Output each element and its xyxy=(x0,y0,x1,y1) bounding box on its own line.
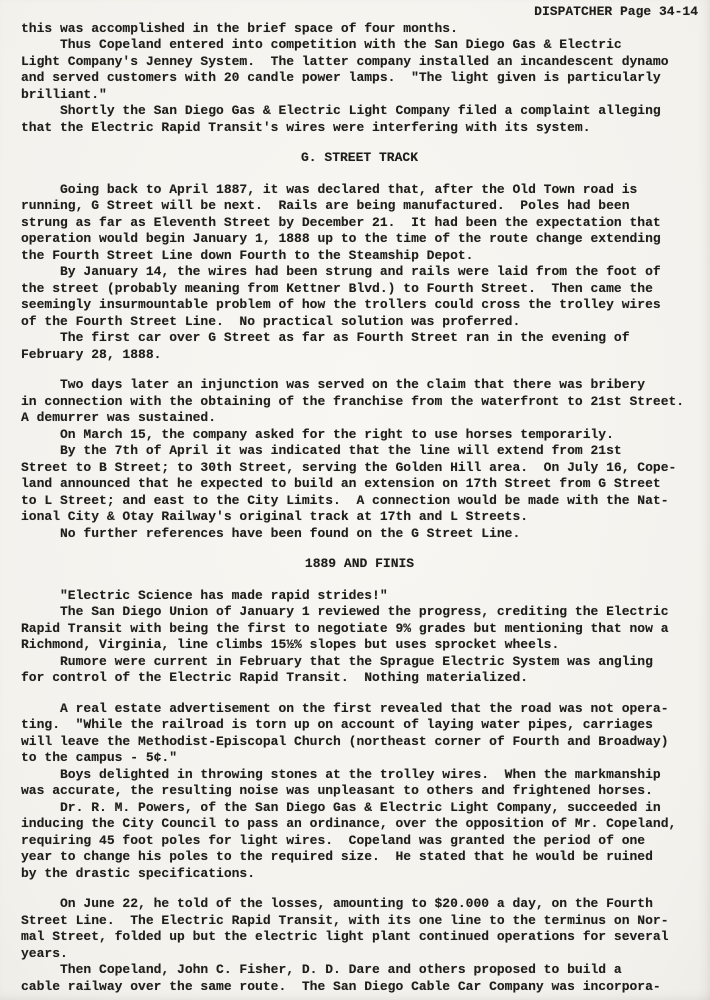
text-line: Street to B Street; to 30th Street, serving the Golden Hill area. On July 16, Cope- xyxy=(21,459,677,475)
text-line: Rapid Transit with being the first to negotiate 9% grades but mentioning that now a xyxy=(21,620,669,636)
text-line: in connection with the obtaining of the franchise from the waterfront to 21st Street. xyxy=(21,393,685,409)
text-line: A real estate advertisement on the first revealed that the road was not opera- xyxy=(21,700,669,716)
text-line: Shortly the San Diego Gas & Electric Light Company filed a complaint alleging xyxy=(21,103,661,118)
text-line: Going back to April 1887, it was declared that, after the Old Town road is xyxy=(21,181,638,197)
document-body xyxy=(21,21,698,996)
paragraph-gap xyxy=(21,882,698,896)
text-line: years. xyxy=(21,945,68,961)
text-line: that the Electric Rapid Transit's wires were interfering with its system. xyxy=(21,119,591,135)
text-line: strung as far as Eleventh Street by December 21. It had been the expectation that xyxy=(21,214,661,230)
text-line: requiring 45 foot poles for light wires. Copeland was granted the period of one xyxy=(21,832,646,848)
text-line: and served customers with 20 candle power lamps. "The light given is particularly xyxy=(21,70,661,85)
text-line: to the campus - 5¢." xyxy=(21,750,178,765)
text-line: mal Street, folded up but the electric light plant continued operations for several xyxy=(21,929,669,944)
text-line: land announced that he expected to build an extension on 17th Street from G Street xyxy=(21,476,661,491)
text-line: this was accomplished in the brief space of four months. xyxy=(21,20,458,36)
text-line: seemingly insurmountable problem of how the trollers could cross the trolley wires xyxy=(21,297,661,312)
text-line: of the Fourth Street Line. No practical solution was proferred. xyxy=(21,313,521,329)
text-line: Boys delighted in throwing stones at the trolley wires. When the markmanship xyxy=(21,766,661,782)
text-line: By January 14, the wires had been strung and rails were laid from the foot of xyxy=(21,264,661,279)
text-line: Two days later an injunction was served on the claim that there was bribery xyxy=(21,377,646,392)
text-line: will leave the Methodist-Episcopal Church (northeast corner of Fourth and Broadway) xyxy=(21,733,669,749)
text-line: year to change his poles to the required size. He stated that he would be ruined xyxy=(21,849,653,864)
text-line: the street (probably meaning from Kettner Blvd.) to Fourth Street. Then came the xyxy=(21,280,653,296)
text-line: the Fourth Street Line down Fourth to the Steamship Depot. xyxy=(21,247,474,263)
text-line: Street Line. The Electric Rapid Transit, with its one line to the terminus on Nor- xyxy=(21,912,669,928)
text-line: ional City & Otay Railway's original track at 17th and L Streets. xyxy=(21,509,529,524)
text-line: On March 15, the company asked for the right to use horses temporarily. xyxy=(21,426,614,442)
text-line: Rumore were current in February that the Sprague Electric System was angling xyxy=(21,653,653,669)
text-line: By the 7th of April it was indicated that the line will extend from 21st xyxy=(21,443,622,458)
text-line: Thus Copeland entered into competition with the San Diego Gas & Electric xyxy=(21,37,622,52)
text-line: Light Company's Jenney System. The latter company installed an incandescent dynamo xyxy=(21,53,669,69)
text-line: A demurrer was sustained. xyxy=(21,410,217,425)
paragraph-gap xyxy=(21,363,698,377)
text-line: Then Copeland, John C. Fisher, D. D. Dare and others proposed to build a xyxy=(21,962,622,977)
text-line: to L Street; and east to the City Limits. A connection would be made with the Nat- xyxy=(21,492,669,508)
text-line: ting. "While the railroad is torn up on account of laying water pipes, carriages xyxy=(21,717,653,732)
text-line: The San Diego Union of January 1 reviewed the progress, crediting the Electric xyxy=(21,604,669,619)
text-line: No further references have been found on the G Street Line. xyxy=(21,525,521,541)
section-heading: G. STREET TRACK xyxy=(300,150,419,165)
text-line: "Electric Science has made rapid strides!" xyxy=(21,587,388,603)
text-line: inducing the City Council to pass an ordinance, over the opposition of Mr. Copeland, xyxy=(21,816,677,831)
section-heading: 1889 AND FINIS xyxy=(304,556,415,571)
text-line: by the drastic specifications. xyxy=(21,865,256,881)
text-line: Richmond, Virginia, line climbs 15½% slopes but uses sprocket wheels. xyxy=(21,637,560,652)
text-line: operation would begin January 1, 1888 up to the time of the route change extending xyxy=(21,231,661,246)
text-line: running, G Street will be next. Rails are being manufactured. Poles had been xyxy=(21,198,630,213)
text-line: cable railway over the same route. The San Diego Cable Car Company was incorpora- xyxy=(21,978,661,994)
text-line: February 28, 1888. xyxy=(21,346,162,362)
text-line: On June 22, he told of the losses, amounting to $20.000 a day, on the Fourth xyxy=(21,896,653,911)
paragraph-gap xyxy=(21,687,698,701)
text-line: The first car over G Street as far as Fourth Street ran in the evening of xyxy=(21,330,630,345)
text-line: Dr. R. M. Powers, of the San Diego Gas & Electric Light Company, succeeded in xyxy=(21,799,661,815)
text-line: for control of the Electric Rapid Transit. Nothing materialized. xyxy=(21,670,529,685)
text-line: brilliant." xyxy=(21,86,107,102)
page-header: DISPATCHER Page 34-14 xyxy=(534,4,698,19)
text-line: was accurate, the resulting noise was unpleasant to others and frightened horses. xyxy=(21,783,653,798)
